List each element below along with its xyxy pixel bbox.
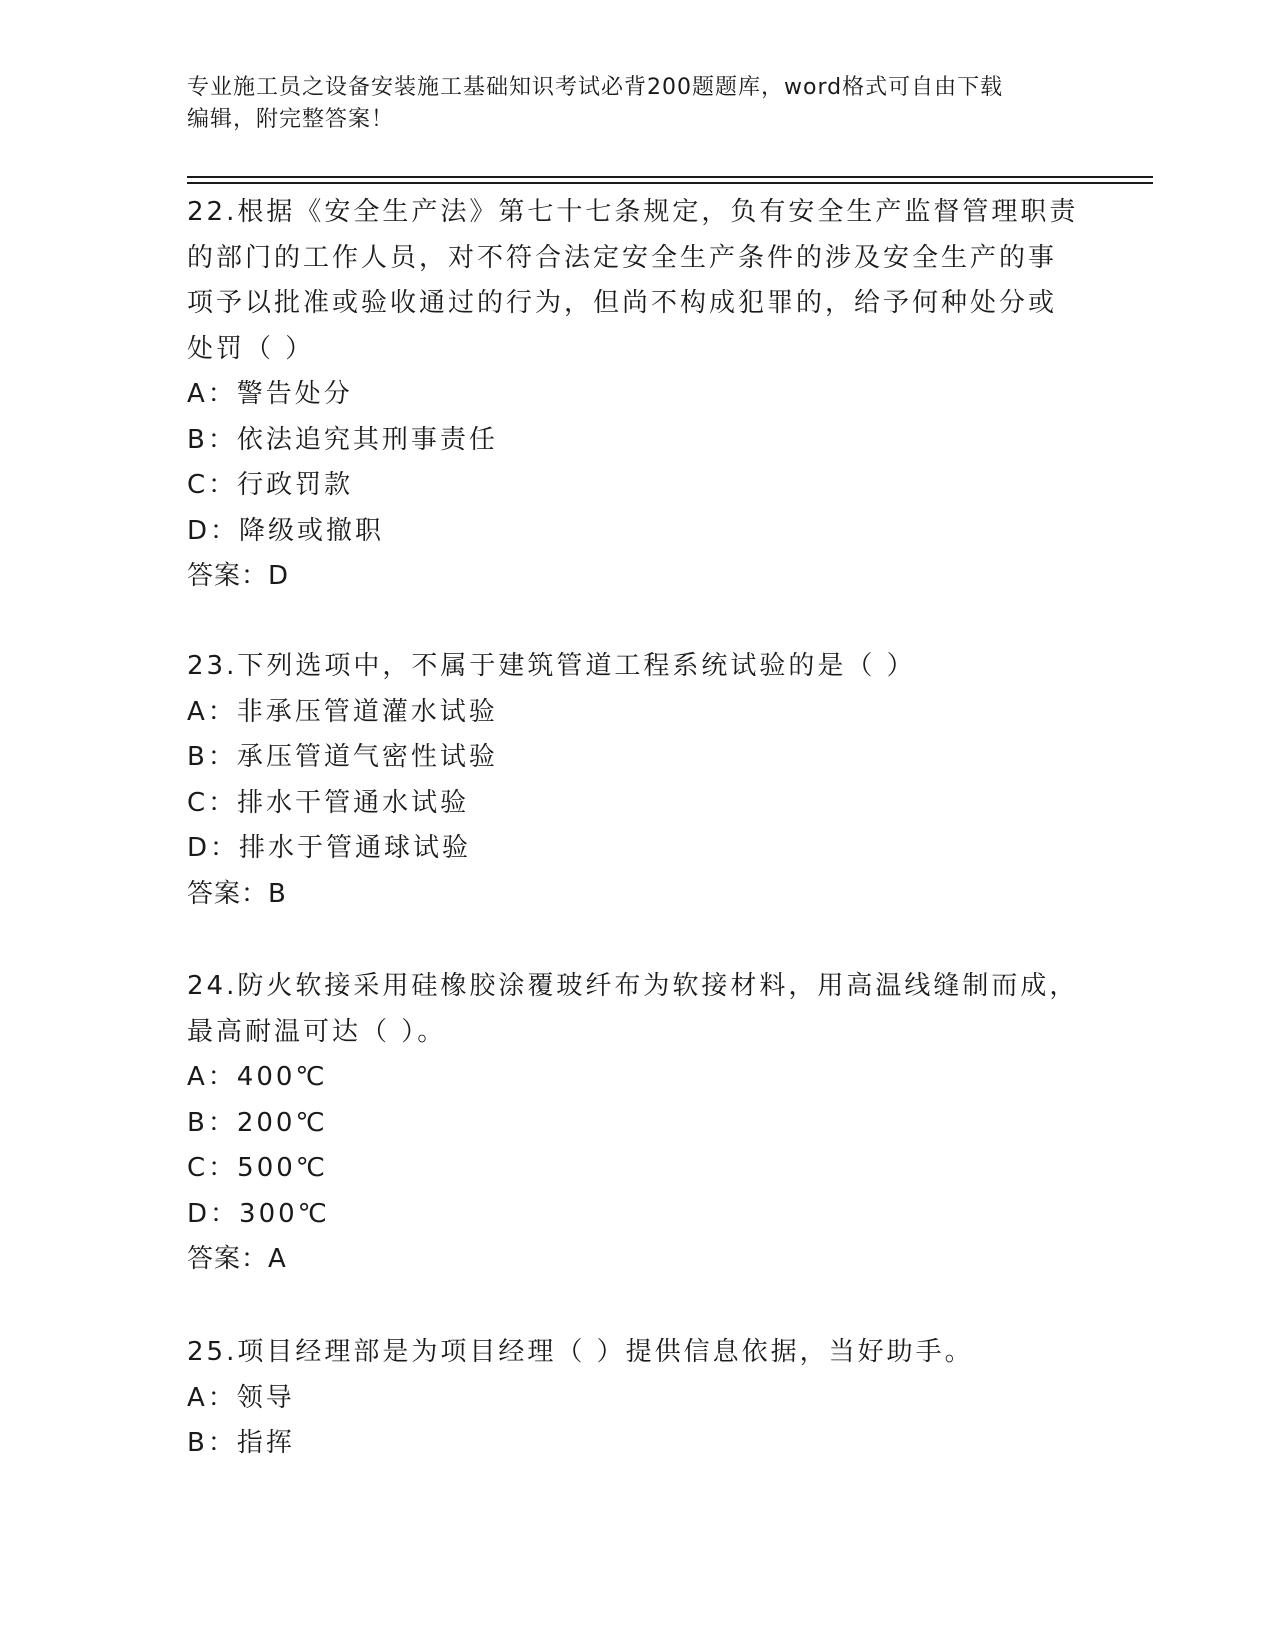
question-text-line: 25.项目经理部是为项目经理（ ）提供信息依据，当好助手。 <box>187 1337 974 1367</box>
question-text-line: 22.根据《安全生产法》第七十七条规定，负有安全生产监督管理职责 <box>187 197 1079 227</box>
question-22 <box>187 190 1079 600</box>
option-d: D：降级或撤职 <box>187 515 385 546</box>
option-a: A：警告处分 <box>187 379 353 409</box>
header-line-1: 专业施工员之设备安装施工基础知识考试必背200题题库，word格式可自由下载 <box>187 75 1004 100</box>
question-23 <box>187 644 1067 917</box>
document-header <box>187 72 1087 136</box>
question-text-line: 处罚（ ） <box>187 333 315 364</box>
answer: 答案：D <box>187 561 290 591</box>
option-d: D：排水于管通球试验 <box>187 833 472 863</box>
header-line-2: 编辑，附完整答案！ <box>187 107 395 132</box>
question-text-line: 最高耐温可达（ ）。 <box>187 1016 447 1047</box>
option-b: B：指挥 <box>187 1428 295 1458</box>
option-a: A：400℃ <box>187 1062 328 1092</box>
option-a: A：非承压管道灌水试验 <box>187 696 498 727</box>
option-b: B：承压管道气密性试验 <box>187 742 498 772</box>
header-divider-bottom <box>187 182 1153 184</box>
answer: 答案：B <box>187 878 287 909</box>
option-b: B：依法追究其刑事责任 <box>187 424 498 455</box>
answer: 答案：A <box>187 1244 287 1274</box>
option-c: C：500℃ <box>187 1153 328 1183</box>
option-a: A：领导 <box>187 1382 295 1413</box>
question-24 <box>187 964 1079 1283</box>
question-text-line: 的部门的工作人员，对不符合法定安全生产条件的涉及安全生产的事 <box>187 242 1058 273</box>
question-text-line: 项予以批准或验收通过的行为，但尚不构成犯罪的，给予何种处分或 <box>187 288 1058 318</box>
question-25 <box>187 1330 1067 1467</box>
option-c: C：排水干管通水试验 <box>187 787 470 818</box>
header-divider-top <box>187 176 1153 178</box>
question-text-line: 23.下列选项中，不属于建筑管道工程系统试验的是（ ） <box>187 651 916 681</box>
option-b: B：200℃ <box>187 1107 328 1138</box>
option-d: D：300℃ <box>187 1198 330 1229</box>
option-c: C：行政罚款 <box>187 470 354 500</box>
question-text-line: 24.防火软接采用硅橡胶涂覆玻纤布为软接材料，用高温线缝制而成， <box>187 971 1079 1001</box>
